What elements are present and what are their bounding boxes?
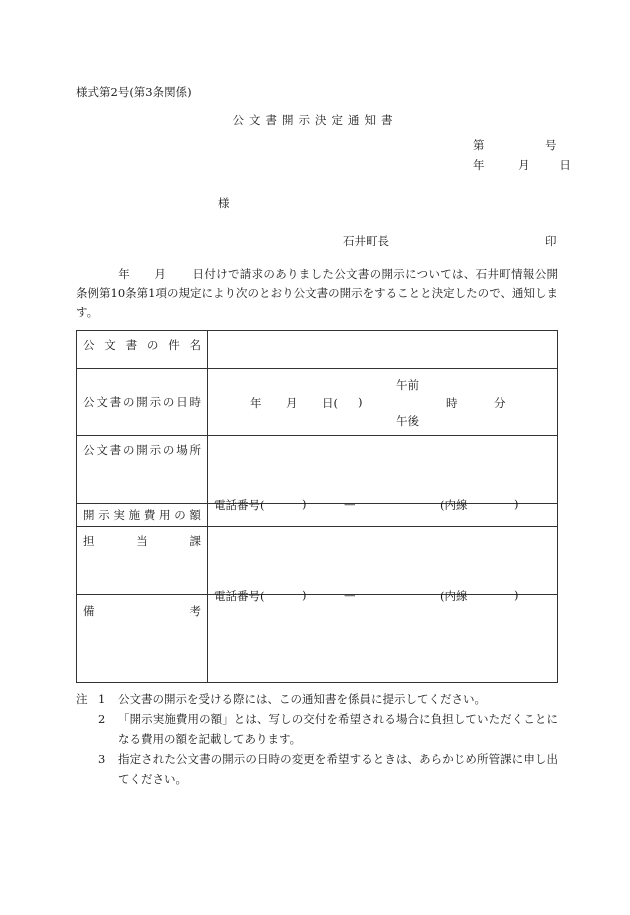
issuer-name: 石井町長 <box>343 234 389 248</box>
table-row <box>77 504 558 527</box>
label-chars <box>77 603 207 619</box>
label-char: 担 <box>83 534 95 548</box>
addressee-suffix: 様 <box>218 196 230 210</box>
label-disclosure-place <box>77 436 208 504</box>
phone-ext: (内線 <box>440 498 468 512</box>
label-char: 場 <box>176 443 188 457</box>
phone-close: ) <box>302 588 307 602</box>
value-disclosure-datetime[interactable] <box>208 369 558 436</box>
note-text: 「開示実施費用の額」とは、写しの交付を希望される場合に負担していただくことになる費用の額を記載してあります。 <box>118 712 558 746</box>
label-char: 日 <box>176 395 188 409</box>
label-char: 開 <box>83 508 95 522</box>
label-disclosure-datetime <box>77 369 208 436</box>
table-row <box>77 595 558 683</box>
label-char: 書 <box>109 443 122 457</box>
label-department <box>77 527 208 595</box>
note-text: 公文書の開示を受ける際には、この通知書を係員に提示してください。 <box>118 692 486 706</box>
label-char: 課 <box>189 534 201 548</box>
date-day: 日 <box>559 158 571 172</box>
note-item <box>76 709 558 749</box>
note-text: 指定された公文書の開示の日時の変更を希望するときは、あらかじめ所管課に申し出てください。 <box>118 752 558 786</box>
table-row <box>77 331 558 369</box>
document-number-suffix: 号 <box>545 138 557 152</box>
label-char: 備 <box>83 603 95 618</box>
date-year: 年 <box>473 158 485 172</box>
label-char: の <box>146 338 159 352</box>
dt-day: 日( <box>322 396 338 410</box>
label-char: 費 <box>143 508 156 522</box>
phone-ext-close: ) <box>514 497 519 511</box>
value-document-name[interactable] <box>208 331 558 369</box>
label-char: 書 <box>125 338 138 352</box>
label-char: の <box>122 395 135 409</box>
label-char: 件 <box>168 338 180 352</box>
label-char: 開 <box>136 395 148 409</box>
document-title: 公文書開示決定通知書 <box>232 113 398 127</box>
notes-section <box>76 689 558 789</box>
note-number: 3 <box>98 752 106 766</box>
dt-minute: 分 <box>494 396 506 410</box>
table-row <box>77 436 558 504</box>
label-char: 公 <box>83 338 95 352</box>
table-row <box>77 527 558 595</box>
body-year: 年 <box>118 267 131 281</box>
phone-close: ) <box>302 497 307 511</box>
label-char: 考 <box>189 603 201 618</box>
seal-mark: 印 <box>545 234 557 248</box>
label-document-name <box>77 331 208 369</box>
label-char: の <box>122 443 135 457</box>
label-char: 所 <box>189 443 201 457</box>
notice-body <box>76 265 558 322</box>
dt-hour: 時 <box>446 396 458 410</box>
label-char: の <box>162 395 175 409</box>
dt-month: 月 <box>286 396 298 410</box>
form-number-label: 様式第2号(第3条関係) <box>76 85 192 99</box>
label-char: 施 <box>128 508 141 522</box>
label-char: 示 <box>149 443 162 457</box>
dt-pm: 午後 <box>396 414 419 428</box>
label-char: の <box>162 443 175 457</box>
phone-label: 電話番号( <box>214 498 265 512</box>
label-char: 当 <box>136 534 148 548</box>
label-char: 公 <box>83 443 95 457</box>
note-number: 2 <box>98 712 106 726</box>
label-char: 示 <box>98 508 110 522</box>
label-char: の <box>174 508 186 522</box>
body-text: 日付けで請求のありました公文書の開示については、石井町情報公開条例第10条第1項の規定により次のとおり公文書の開示をすることと決定したので、通知します。 <box>76 267 559 319</box>
value-disclosure-place[interactable] <box>208 436 558 512</box>
phone-dash: — <box>344 497 356 511</box>
issue-date <box>473 157 571 173</box>
label-chars <box>77 394 207 410</box>
phone-dash: — <box>344 588 356 602</box>
note-item <box>76 749 558 789</box>
dt-am: 午前 <box>396 378 419 392</box>
label-remarks <box>77 595 208 683</box>
label-chars <box>77 436 207 458</box>
dt-day-close: ) <box>358 395 363 409</box>
label-char: 開 <box>136 443 148 457</box>
date-month: 月 <box>518 158 530 172</box>
label-char: 額 <box>189 508 201 522</box>
phone-ext-close: ) <box>514 588 519 602</box>
label-char: 文 <box>96 443 108 457</box>
label-char: 文 <box>96 395 108 409</box>
document-number-prefix: 第 <box>473 138 485 152</box>
label-char: 時 <box>189 395 201 409</box>
table-row <box>77 369 558 436</box>
label-chars <box>77 507 207 523</box>
label-char: 文 <box>104 338 116 352</box>
label-char: 書 <box>109 395 122 409</box>
label-char: 用 <box>159 508 171 522</box>
dt-year: 年 <box>250 396 262 410</box>
label-char: 名 <box>189 338 201 352</box>
label-char: 示 <box>149 395 162 409</box>
body-month: 月 <box>154 267 167 281</box>
label-chars <box>77 331 207 353</box>
disclosure-info-table <box>76 330 558 683</box>
note-number: 1 <box>98 692 106 706</box>
label-char: 実 <box>113 508 125 522</box>
label-char: 公 <box>83 395 95 409</box>
label-disclosure-fee <box>77 504 208 527</box>
phone-ext: (内線 <box>440 589 468 603</box>
phone-label: 電話番号( <box>214 589 265 603</box>
value-remarks[interactable] <box>208 595 558 683</box>
note-item <box>76 689 558 709</box>
notes-mark: 注 <box>76 692 88 706</box>
value-department[interactable] <box>208 527 558 603</box>
label-chars <box>77 527 207 549</box>
